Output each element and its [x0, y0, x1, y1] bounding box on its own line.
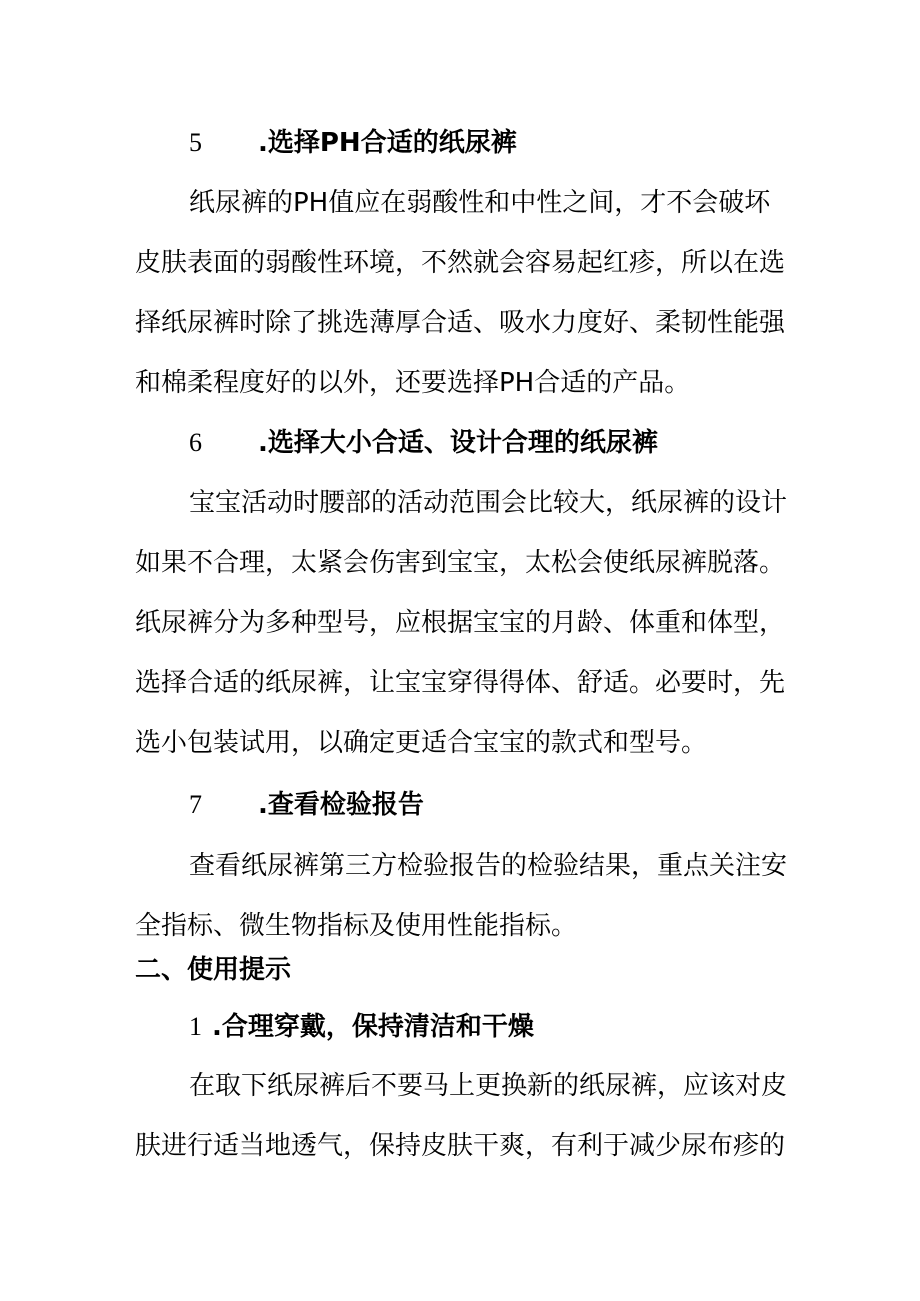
subsection-1-line-2: 肤进行适当地透气，保持皮肤干爽，有利于减少尿布疹的: [135, 1131, 786, 1161]
section-7-line-1: 查看纸尿裤第三方检验报告的检验结果，重点关注安: [189, 851, 788, 881]
section-5-line-4: 和棉柔程度好的以外，还要选择PH合适的产品。: [135, 368, 691, 398]
section-6-line-2: 如果不合理，太紧会伤害到宝宝，太松会使纸尿裤脱落。: [135, 548, 786, 578]
part-2-heading: 二、使用提示: [135, 955, 292, 985]
subsection-1-title: .合理穿戴，保持清洁和干燥: [212, 1012, 534, 1042]
section-5-line-3: 择纸尿裤时除了挑选薄厚合适、吸水力度好、柔韧性能强: [135, 308, 786, 338]
section-6-number: 6: [189, 428, 202, 457]
section-6-line-1: 宝宝活动时腰部的活动范围会比较大，纸尿裤的设计: [189, 488, 788, 518]
section-5-line-2: 皮肤表面的弱酸性环境，不然就会容易起红疹，所以在选: [135, 248, 786, 278]
section-6-line-5: 选小包装试用，以确定更适合宝宝的款式和型号。: [135, 728, 708, 758]
section-7-title: .查看检验报告: [258, 790, 424, 820]
section-7-line-2: 全指标、微生物指标及使用性能指标。: [135, 911, 578, 941]
section-6-line-3: 纸尿裤分为多种型号，应根据宝宝的月龄、体重和体型，: [135, 608, 786, 638]
subsection-1-number: 1: [189, 1012, 202, 1041]
section-5-number: 5: [189, 128, 202, 157]
section-6-title: .选择大小合适、设计合理的纸尿裤: [258, 428, 658, 458]
section-5-title: .选择PH合适的纸尿裤: [258, 128, 517, 158]
section-6-line-4: 选择合适的纸尿裤，让宝宝穿得得体、舒适。必要时，先: [135, 668, 786, 698]
section-5-line-1: 纸尿裤的PH值应在弱酸性和中性之间，才不会破坏: [189, 188, 771, 218]
subsection-1-line-1: 在取下纸尿裤后不要马上更换新的纸尿裤，应该对皮: [189, 1071, 788, 1101]
section-7-number: 7: [189, 790, 202, 819]
